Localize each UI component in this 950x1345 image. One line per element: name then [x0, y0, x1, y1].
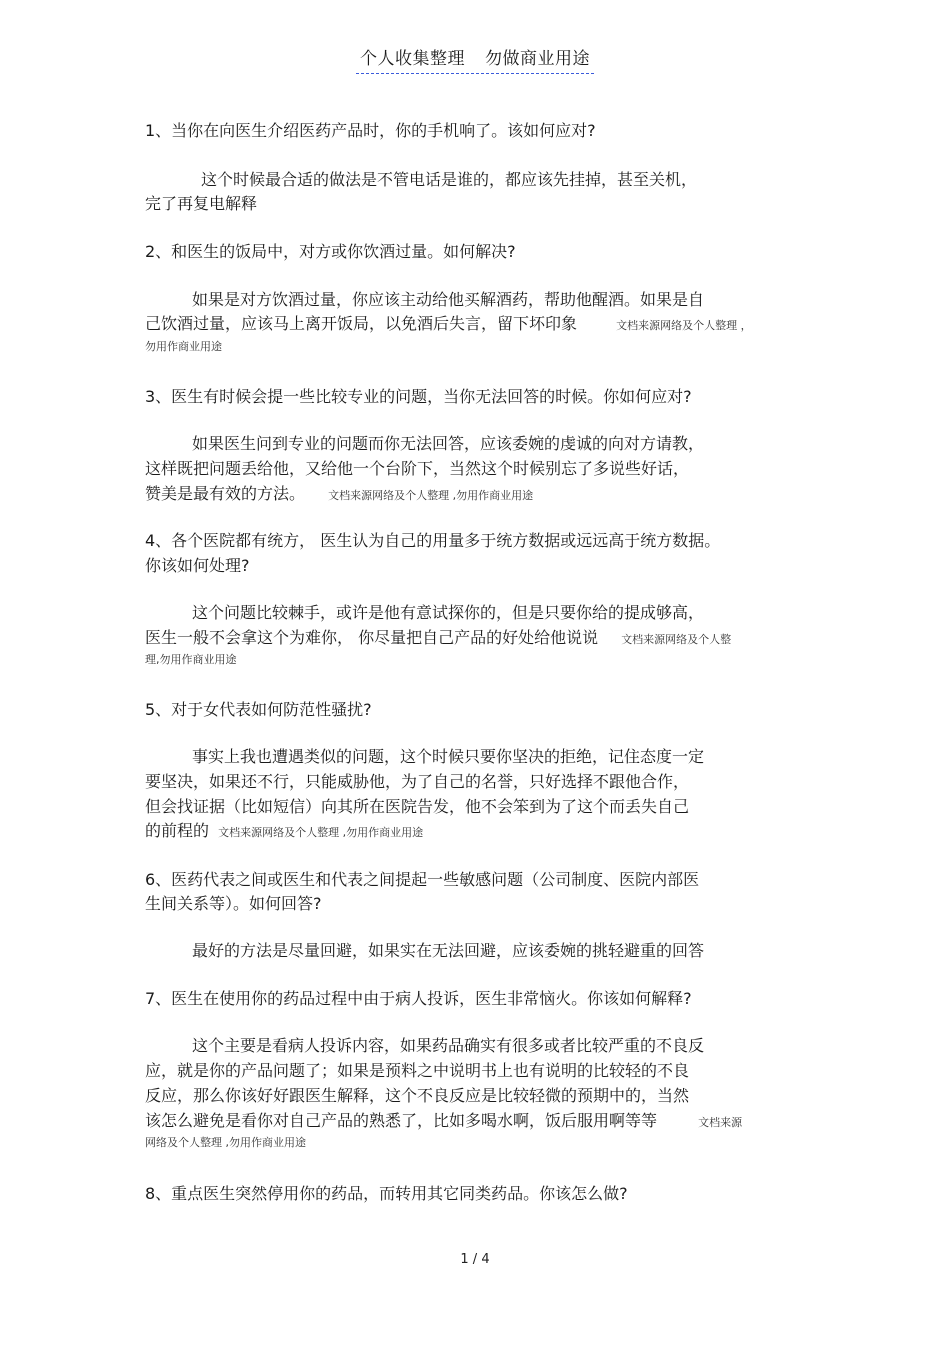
answer-5-line-4-text: 的前程的 [145, 821, 210, 840]
question-1: 1、当你在向医生介绍医药产品时，你的手机响了。该如何应对? [145, 121, 596, 140]
question-6-line-1: 6、医药代表之间或医生和代表之间提起一些敏感问题（公司制度、医院内部医 [145, 870, 700, 889]
question-5: 5、对于女代表如何防范性骚扰? [145, 700, 372, 719]
answer-5-line-2: 要坚决，如果还不行，只能威胁他，为了自己的名誉，只好选择不跟他合作， [145, 772, 690, 791]
answer-7-line-3: 反应，那么你该好好跟医生解释，这个不良反应是比较轻微的预期中的，当然 [145, 1086, 690, 1105]
question-2: 2、和医生的饭局中，对方或你饮酒过量。如何解决? [145, 242, 516, 261]
page-number: 1 / 4 [460, 1252, 490, 1267]
answer-3-line-3-text: 赞美是最有效的方法。 [145, 484, 306, 503]
source-note: 文档来源网络及个人整理 ， [616, 319, 752, 332]
answer-5-line-4 [145, 818, 423, 841]
answer-2-line-2 [145, 311, 752, 334]
answer-7-line-2: 应，就是你的产品问题了；如果是预料之中说明书上也有说明的比较轻的不良 [145, 1061, 690, 1080]
answer-5-line-1: 事实上我也遭遇类似的问题，这个时候只要你坚决的拒绝，记住态度一定 [192, 747, 705, 766]
question-4-line-2: 你该如何处理? [145, 556, 250, 575]
answer-7-line-4 [145, 1108, 742, 1131]
answer-1-line-2: 完了再复电解释 [145, 194, 258, 213]
answer-3-line-2: 这样既把问题丢给他，又给他一个台阶下，当然这个时候别忘了多说些好话， [145, 459, 690, 478]
question-3: 3、医生有时候会提一些比较专业的问题，当你无法回答的时候。你如何应对? [145, 387, 692, 406]
header-title: 个人收集整理 勿做商业用途 [356, 44, 594, 74]
answer-4-line-1: 这个问题比较棘手，或许是他有意试探你的，但是只要你给的提成够高， [192, 603, 705, 622]
answer-2-line-1: 如果是对方饮酒过量，你应该主动给他买解酒药，帮助他醒酒。如果是自 [192, 290, 705, 309]
source-note-continued: 网络及个人整理 ,勿用作商业用途 [145, 1136, 306, 1149]
page-header [0, 44, 950, 74]
answer-1-line-1: 这个时候最合适的做法是不管电话是谁的，都应该先挂掉，甚至关机， [201, 170, 698, 189]
source-note: 文档来源网络及个人整 [621, 633, 732, 646]
source-note: 文档来源 [698, 1116, 743, 1129]
answer-6-line-1: 最好的方法是尽量回避，如果实在无法回避，应该委婉的挑轻避重的回答 [192, 941, 705, 960]
source-note: 文档来源网络及个人整理 ,勿用作商业用途 [218, 826, 424, 839]
source-note: 文档来源网络及个人整理 ,勿用作商业用途 [328, 489, 534, 502]
answer-3-line-1: 如果医生问到专业的问题而你无法回答，应该委婉的虔诚的向对方请教， [192, 434, 705, 453]
source-note-continued: 理,勿用作商业用途 [145, 653, 237, 666]
answer-7-line-4-text: 该怎么避免是看你对自己产品的熟悉了，比如多喝水啊，饭后服用啊等等 [145, 1111, 658, 1130]
answer-4-line-2 [145, 625, 731, 648]
question-6-line-2: 生间关系等）。如何回答? [145, 894, 322, 913]
answer-7-line-1: 这个主要是看病人投诉内容，如果药品确实有很多或者比较严重的不良反 [192, 1036, 705, 1055]
answer-5-line-3: 但会找证据（比如短信）向其所在医院告发，他不会笨到为了这个而丢失自己 [145, 797, 690, 816]
answer-3-line-3 [145, 481, 533, 504]
question-8: 8、重点医生突然停用你的药品，而转用其它同类药品。你该怎么做? [145, 1184, 628, 1203]
question-7: 7、医生在使用你的药品过程中由于病人投诉，医生非常恼火。你该如何解释? [145, 989, 692, 1008]
question-4-line-1: 4、各个医院都有统方， 医生认为自己的用量多于统方数据或远远高于统方数据。 [145, 531, 721, 550]
answer-4-line-2-text: 医生一般不会拿这个为难你， 你尽量把自己产品的好处给他说说 [145, 628, 599, 647]
answer-2-line-2-text: 己饮酒过量，应该马上离开饭局，以免酒后失言，留下坏印象 [145, 314, 578, 333]
source-note-continued: 勿用作商业用途 [145, 340, 222, 353]
